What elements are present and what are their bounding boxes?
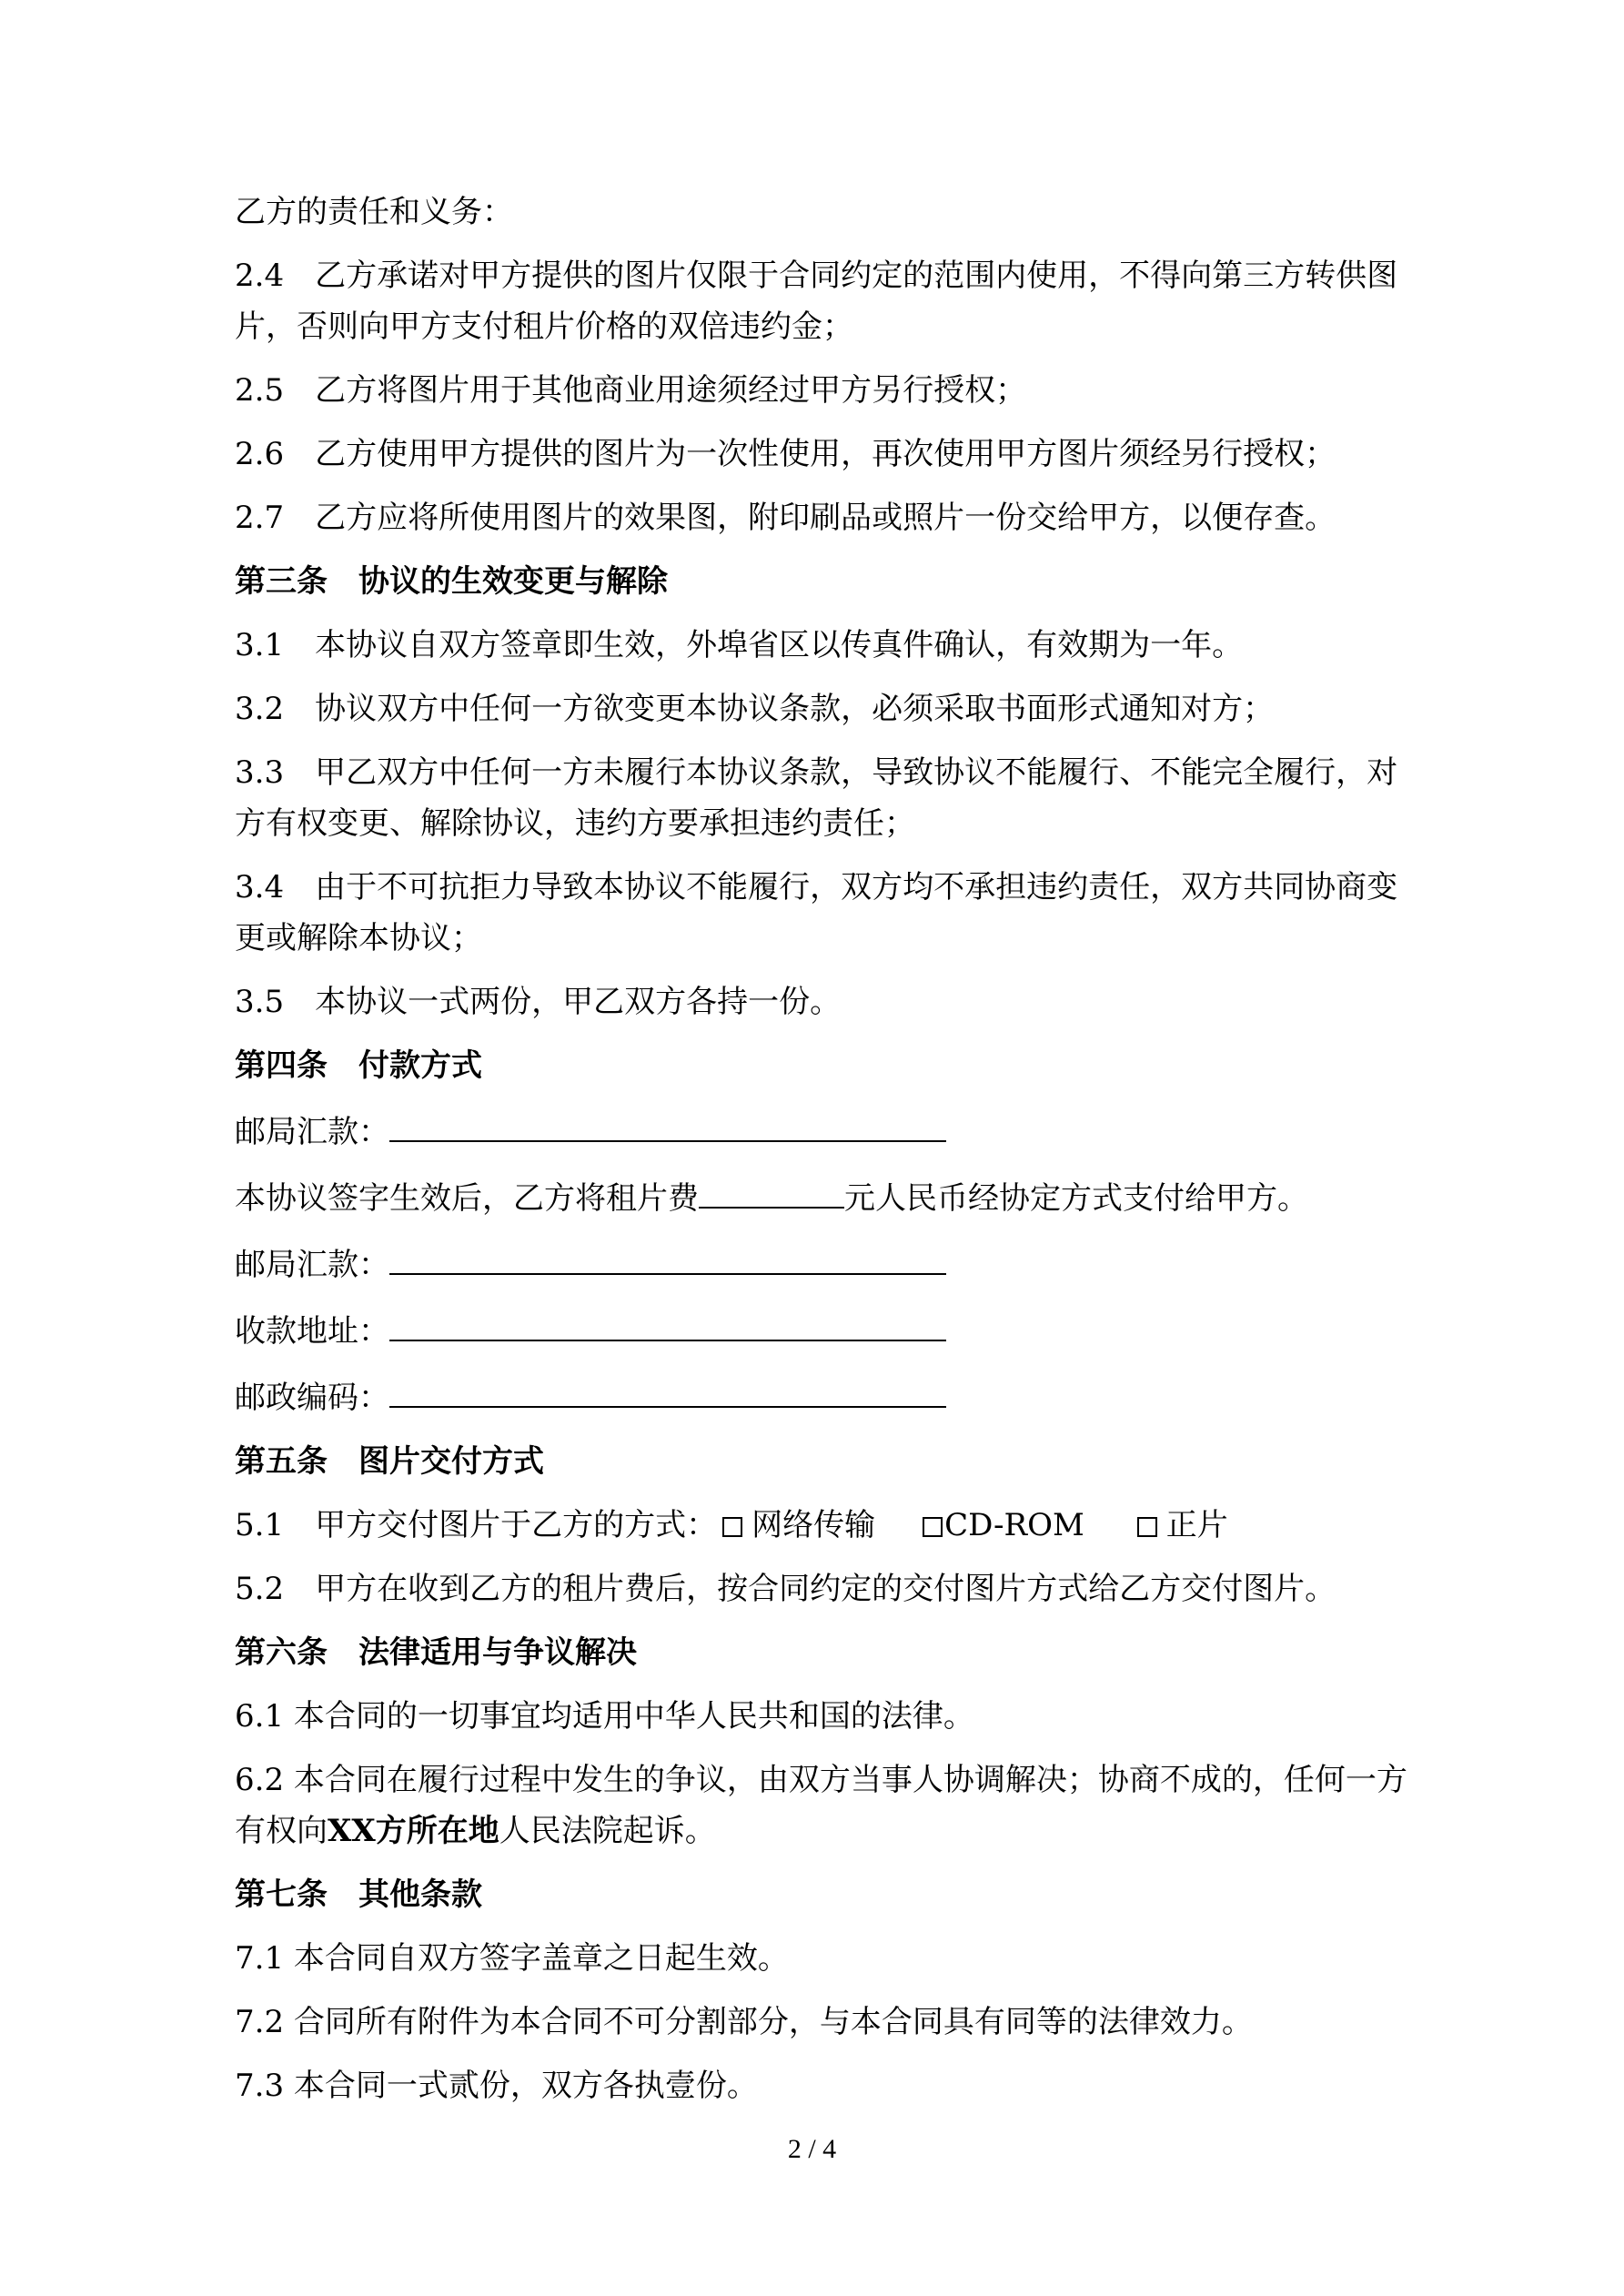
article-title: 第三条 协议的生效变更与解除: [235, 563, 668, 600]
clause-paragraph: 2.7 乙方应将所使用图片的效果图，附印刷品或照片一份交给甲方，以便存查。: [235, 500, 1337, 536]
address-line: 收款地址：: [235, 1303, 1408, 1357]
clause-5-2: 5.2 甲方在收到乙方的租片费后，按合同约定的交付图片方式给乙方交付图片。: [235, 1571, 1337, 1607]
clause-6-1: 6.1 本合同的一切事宜均适用中华人民共和国的法律。: [235, 1698, 974, 1735]
page-number: 2 / 4: [787, 2134, 837, 2164]
clause-paragraph: 2.6 乙方使用甲方提供的图片为一次性使用，再次使用甲方图片须经另行授权；: [235, 436, 1337, 472]
clause-list: [235, 187, 1408, 1091]
article-7-title: 第七条 其他条款: [235, 1876, 482, 1913]
article-5-title: 第五条 图片交付方式: [235, 1443, 544, 1480]
document-body: [235, 187, 1408, 2124]
postal-remittance-line-2: 邮局汇款：: [235, 1237, 1408, 1290]
clause-paragraph: 3.5 本协议一式两份，甲乙双方各持一份。: [235, 984, 842, 1020]
clause-6-2: 6.2 本合同在履行过程中发生的争议，由双方当事人协调解决；协商不成的，任何一方有权向XX方所在地人民法院起诉。: [235, 1762, 1407, 1849]
blank-field[interactable]: [389, 1370, 946, 1408]
checkbox-positive-film[interactable]: [1137, 1517, 1157, 1537]
fee-line: 本协议签字生效后，乙方将租片费 元人民币经协定方式支付给甲方。: [235, 1170, 1408, 1224]
blank-field[interactable]: [389, 1237, 946, 1275]
article-title: 第四条 付款方式: [235, 1047, 482, 1084]
postal-remittance-line-1: 邮局汇款：: [235, 1104, 1408, 1158]
blank-field[interactable]: [389, 1303, 946, 1341]
blank-field[interactable]: [389, 1104, 946, 1142]
delivery-method-line: 5.1 甲方交付图片于乙方的方式： 网络传输 CD-ROM 正片: [235, 1507, 1228, 1543]
postcode-line: 邮政编码：: [235, 1370, 1408, 1423]
fee-blank[interactable]: [699, 1170, 844, 1209]
clause-7-2: 7.2 合同所有附件为本合同不可分割部分，与本合同具有同等的法律效力。: [235, 2004, 1253, 2040]
article-6-title: 第六条 法律适用与争议解决: [235, 1634, 637, 1671]
clause-paragraph: 3.1 本协议自双方签章即生效，外埠省区以传真件确认，有效期为一年。: [235, 627, 1244, 663]
clause-paragraph: 3.3 甲乙双方中任何一方未履行本协议条款，导致协议不能履行、不能完全履行，对方有权变更、解除协议，违约方要承担违约责任；: [235, 754, 1398, 842]
checkbox-cdrom[interactable]: [923, 1517, 943, 1537]
clause-paragraph: 乙方的责任和义务：: [235, 194, 513, 230]
clause-paragraph: 2.5 乙方将图片用于其他商业用途须经过甲方另行授权；: [235, 372, 1027, 409]
clause-7-3: 7.3 本合同一式贰份，双方各执壹份。: [235, 2068, 758, 2104]
clause-paragraph: 3.4 由于不可抗拒力导致本协议不能履行，双方均不承担违约责任，双方共同协商变更或解除本协议；: [235, 869, 1398, 956]
clause-7-1: 7.1 本合同自双方签字盖章之日起生效。: [235, 1940, 789, 1977]
clause-paragraph: 2.4 乙方承诺对甲方提供的图片仅限于合同约定的范围内使用，不得向第三方转供图片，否则向甲方支付租片价格的双倍违约金；: [235, 258, 1398, 345]
clause-paragraph: 3.2 协议双方中任何一方欲变更本协议条款，必须采取书面形式通知对方；: [235, 691, 1275, 727]
checkbox-network[interactable]: [722, 1517, 742, 1537]
